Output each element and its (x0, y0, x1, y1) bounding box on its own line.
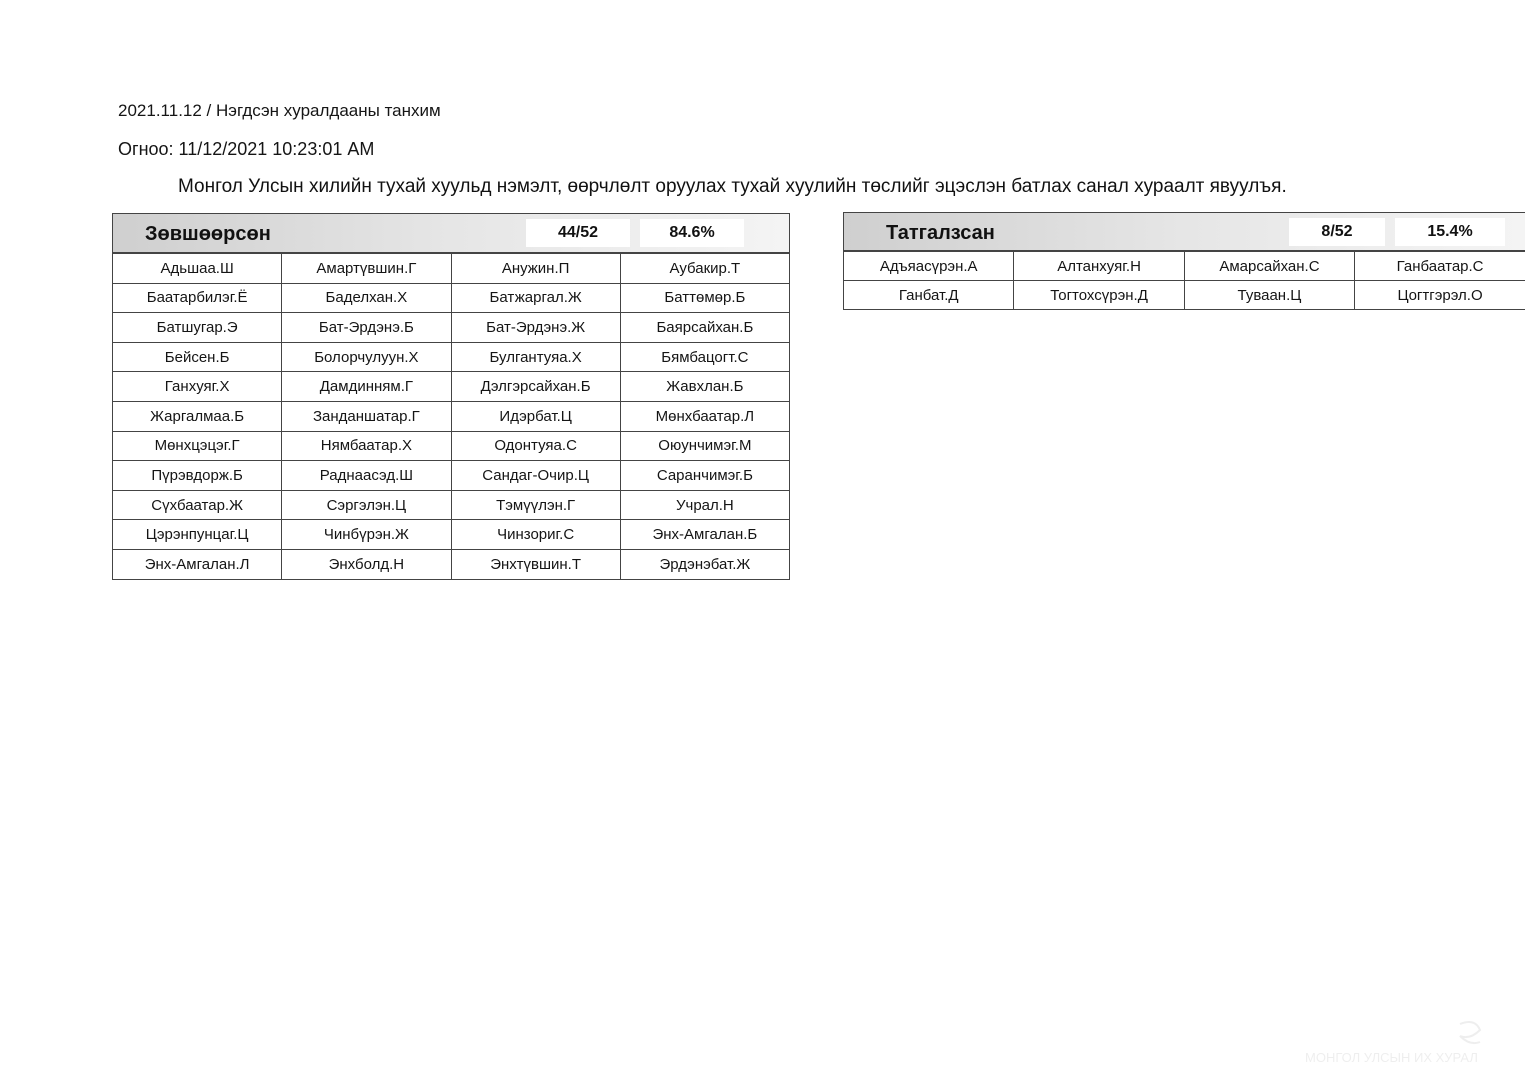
approved-member-name: Бат-Эрдэнэ.Ж (451, 313, 620, 343)
approved-member-name: Сэргэлэн.Ц (282, 490, 451, 520)
approved-member-name: Тэмүүлэн.Г (451, 490, 620, 520)
approved-member-name: Саранчимэг.Б (620, 461, 789, 491)
rejected-member-name: Ганбат.Д (844, 281, 1014, 310)
approved-member-name: Батшугар.Э (113, 313, 282, 343)
approved-member-name: Болорчулуун.Х (282, 342, 451, 372)
rejected-member-name: Алтанхуяг.Н (1014, 252, 1184, 281)
rejected-member-name: Адъяасүрэн.А (844, 252, 1014, 281)
approved-header (112, 213, 790, 253)
approved-member-name: Учрал.Н (620, 490, 789, 520)
rejected-block (843, 212, 1525, 310)
session-line: 2021.11.12 / Нэгдсэн хуралдааны танхим (118, 101, 441, 120)
approved-member-name: Бат-Эрдэнэ.Б (282, 313, 451, 343)
approved-member-name: Одонтуяа.С (451, 431, 620, 461)
rejected-count: 8/52 (1289, 218, 1385, 246)
approved-member-name: Раднаасэд.Ш (282, 461, 451, 491)
approved-row (113, 461, 790, 491)
rejected-row (844, 252, 1525, 281)
approved-label: Зөвшөөрсөн (145, 223, 271, 245)
approved-member-name: Бейсен.Б (113, 342, 282, 372)
approved-member-name: Занданшатар.Г (282, 401, 451, 431)
motion-title: Монгол Улсын хилийн тухай хуульд нэмэлт, өөрчлөлт оруулах тухай хуулийн төслийг эцэслэн батлах санал хураалт явуулъя. (178, 176, 1287, 197)
rejected-names-table (843, 251, 1525, 310)
approved-member-name: Дэлгэрсайхан.Б (451, 372, 620, 402)
approved-percent: 84.6% (640, 219, 744, 247)
rejected-member-name: Цогтгэрэл.О (1355, 281, 1525, 310)
rejected-member-name: Туваан.Ц (1184, 281, 1354, 310)
approved-member-name: Нямбаатар.Х (282, 431, 451, 461)
approved-member-name: Пүрэвдорж.Б (113, 461, 282, 491)
approved-member-name: Баатарбилэг.Ё (113, 283, 282, 313)
approved-member-name: Ганхуяг.Х (113, 372, 282, 402)
date-line: Огноо: 11/12/2021 10:23:01 AM (118, 139, 375, 159)
approved-member-name: Чинзориг.С (451, 520, 620, 550)
approved-member-name: Жаргалмаа.Б (113, 401, 282, 431)
approved-row (113, 549, 790, 579)
approved-member-name: Эрдэнэбат.Ж (620, 549, 789, 579)
approved-count: 44/52 (526, 219, 630, 247)
approved-member-name: Энхтүвшин.Т (451, 549, 620, 579)
approved-member-name: Анужин.П (451, 254, 620, 284)
approved-row (113, 254, 790, 284)
approved-member-name: Цэрэнпунцаг.Ц (113, 520, 282, 550)
approved-block (112, 213, 790, 580)
approved-member-name: Оюунчимэг.М (620, 431, 789, 461)
rejected-member-name: Ганбаатар.С (1355, 252, 1525, 281)
approved-member-name: Мөнхцэцэг.Г (113, 431, 282, 461)
approved-member-name: Батжаргал.Ж (451, 283, 620, 313)
approved-names-table (112, 253, 790, 580)
approved-row (113, 313, 790, 343)
approved-member-name: Энх-Амгалан.Б (620, 520, 789, 550)
approved-row (113, 490, 790, 520)
rejected-member-name: Амарсайхан.С (1184, 252, 1354, 281)
approved-row (113, 520, 790, 550)
approved-member-name: Сандаг-Очир.Ц (451, 461, 620, 491)
approved-row (113, 372, 790, 402)
rejected-header (843, 212, 1525, 251)
approved-member-name: Бямбацогт.С (620, 342, 789, 372)
approved-member-name: Сүхбаатар.Ж (113, 490, 282, 520)
approved-member-name: Энх-Амгалан.Л (113, 549, 282, 579)
approved-member-name: Баттөмөр.Б (620, 283, 789, 313)
rejected-percent: 15.4% (1395, 218, 1505, 246)
approved-member-name: Аубакир.Т (620, 254, 789, 284)
approved-member-name: Мөнхбаатар.Л (620, 401, 789, 431)
approved-member-name: Баделхан.Х (282, 283, 451, 313)
watermark-text: МОНГОЛ УЛСЫН ИХ ХУРАЛ (1305, 1050, 1478, 1065)
approved-member-name: Баярсайхан.Б (620, 313, 789, 343)
approved-member-name: Дамдинням.Г (282, 372, 451, 402)
approved-member-name: Адьшаа.Ш (113, 254, 282, 284)
approved-member-name: Чинбүрэн.Ж (282, 520, 451, 550)
approved-row (113, 342, 790, 372)
rejected-label: Татгалзсан (886, 222, 995, 244)
approved-row (113, 431, 790, 461)
approved-member-name: Идэрбат.Ц (451, 401, 620, 431)
approved-member-name: Энхболд.Н (282, 549, 451, 579)
approved-member-name: Булгантуяа.Х (451, 342, 620, 372)
rejected-member-name: Тогтохсүрэн.Д (1014, 281, 1184, 310)
approved-member-name: Амартүвшин.Г (282, 254, 451, 284)
parliament-watermark (1300, 1018, 1510, 1068)
approved-member-name: Жавхлан.Б (620, 372, 789, 402)
approved-row (113, 401, 790, 431)
approved-row (113, 283, 790, 313)
rejected-row (844, 281, 1525, 310)
